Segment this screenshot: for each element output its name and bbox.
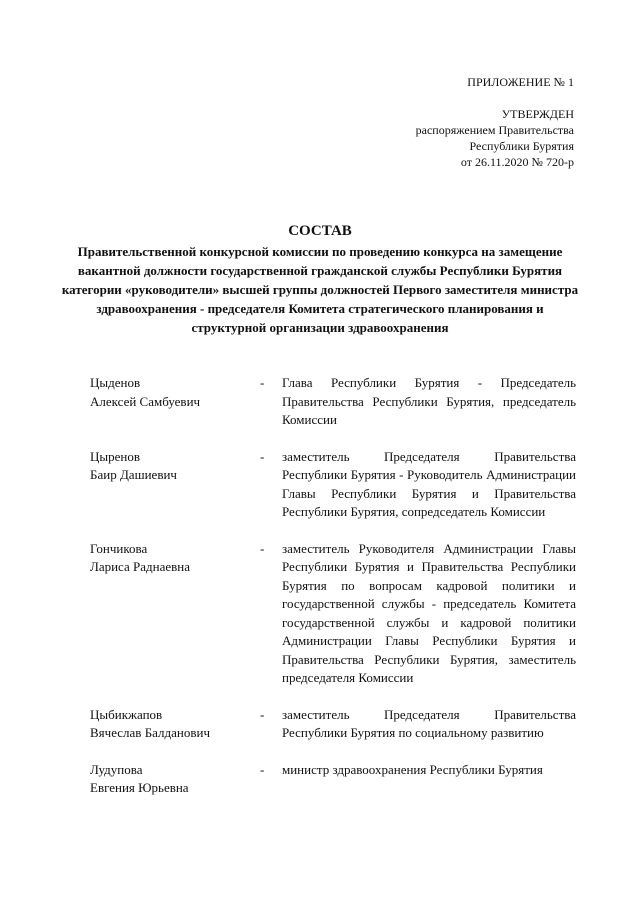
member-given-name: Баир Дашиевич xyxy=(90,467,177,482)
document-subtitle: Правительственной конкурсной комиссии по проведению конкурса на замещение вакантной должности государственной гражданской службы Республики Бурятия категории «руководители» высшей группы должностей Первого заместителя министра здравоохранения - председателя Комитета стратегического планирования и структурной организации здравоохранения xyxy=(61,244,579,335)
approved-label: УТВЕРЖДЕН xyxy=(501,107,574,121)
approved-date-number: от 26.11.2020 № 720-р xyxy=(460,155,574,169)
member-name xyxy=(90,448,260,522)
member-dash: - xyxy=(260,706,265,722)
commission-members-list xyxy=(90,374,576,816)
approved-by: распоряжением Правительства xyxy=(415,123,574,137)
member-row xyxy=(90,448,576,522)
member-row xyxy=(90,706,576,743)
member-position: министр здравоохранения Республики Бурятия xyxy=(282,761,543,777)
member-position: заместитель Председателя Правительства Республики Бурятия - Руководитель Администрации Главы Республики Бурятия и Правительства Республики Бурятия, сопредседатель Комиссии xyxy=(282,448,576,519)
member-surname: Цыбикжапов xyxy=(90,706,163,722)
approval-header xyxy=(416,74,574,170)
member-name xyxy=(90,540,260,688)
appendix-label: ПРИЛОЖЕНИЕ № 1 xyxy=(467,75,574,89)
member-row xyxy=(90,374,576,430)
member-position: заместитель Председателя Правительства Республики Бурятия по социальному развитию xyxy=(282,706,576,740)
member-row xyxy=(90,540,576,688)
member-given-name: Алексей Самбуевич xyxy=(90,393,201,409)
member-position: Глава Республики Бурятия - Председатель Правительства Республики Бурятия, председатель Комиссии xyxy=(282,375,576,427)
member-row xyxy=(90,761,576,798)
member-dash: - xyxy=(260,448,265,464)
member-given-name: Лариса Раднаевна xyxy=(90,559,190,574)
member-dash: - xyxy=(260,375,265,390)
approved-republic: Республики Бурятия xyxy=(469,139,574,153)
member-given-name: Вячеслав Балданович xyxy=(90,725,211,740)
member-name xyxy=(90,374,260,430)
member-surname: Лудупова xyxy=(90,761,143,777)
member-dash: - xyxy=(260,540,265,556)
member-name xyxy=(90,706,260,743)
member-name xyxy=(90,761,260,798)
document-title-block xyxy=(60,222,580,337)
member-position: заместитель Руководителя Администрации Главы Республики Бурятия и Правительства Республики Бурятия по вопросам кадровой политики и государственной службы - председатель Комитета государственной службы и кадровой политики Администрации Главы Республики Бурятия и Правительства Республики Бурятия, заместитель председателя Комиссии xyxy=(282,540,576,685)
member-dash: - xyxy=(260,761,265,777)
document-title: СОСТАВ xyxy=(288,223,352,239)
member-surname: Цыденов xyxy=(90,375,141,390)
member-surname: Гончикова xyxy=(90,540,148,556)
member-given-name: Евгения Юрьевна xyxy=(90,780,189,795)
member-surname: Цыренов xyxy=(90,448,140,464)
